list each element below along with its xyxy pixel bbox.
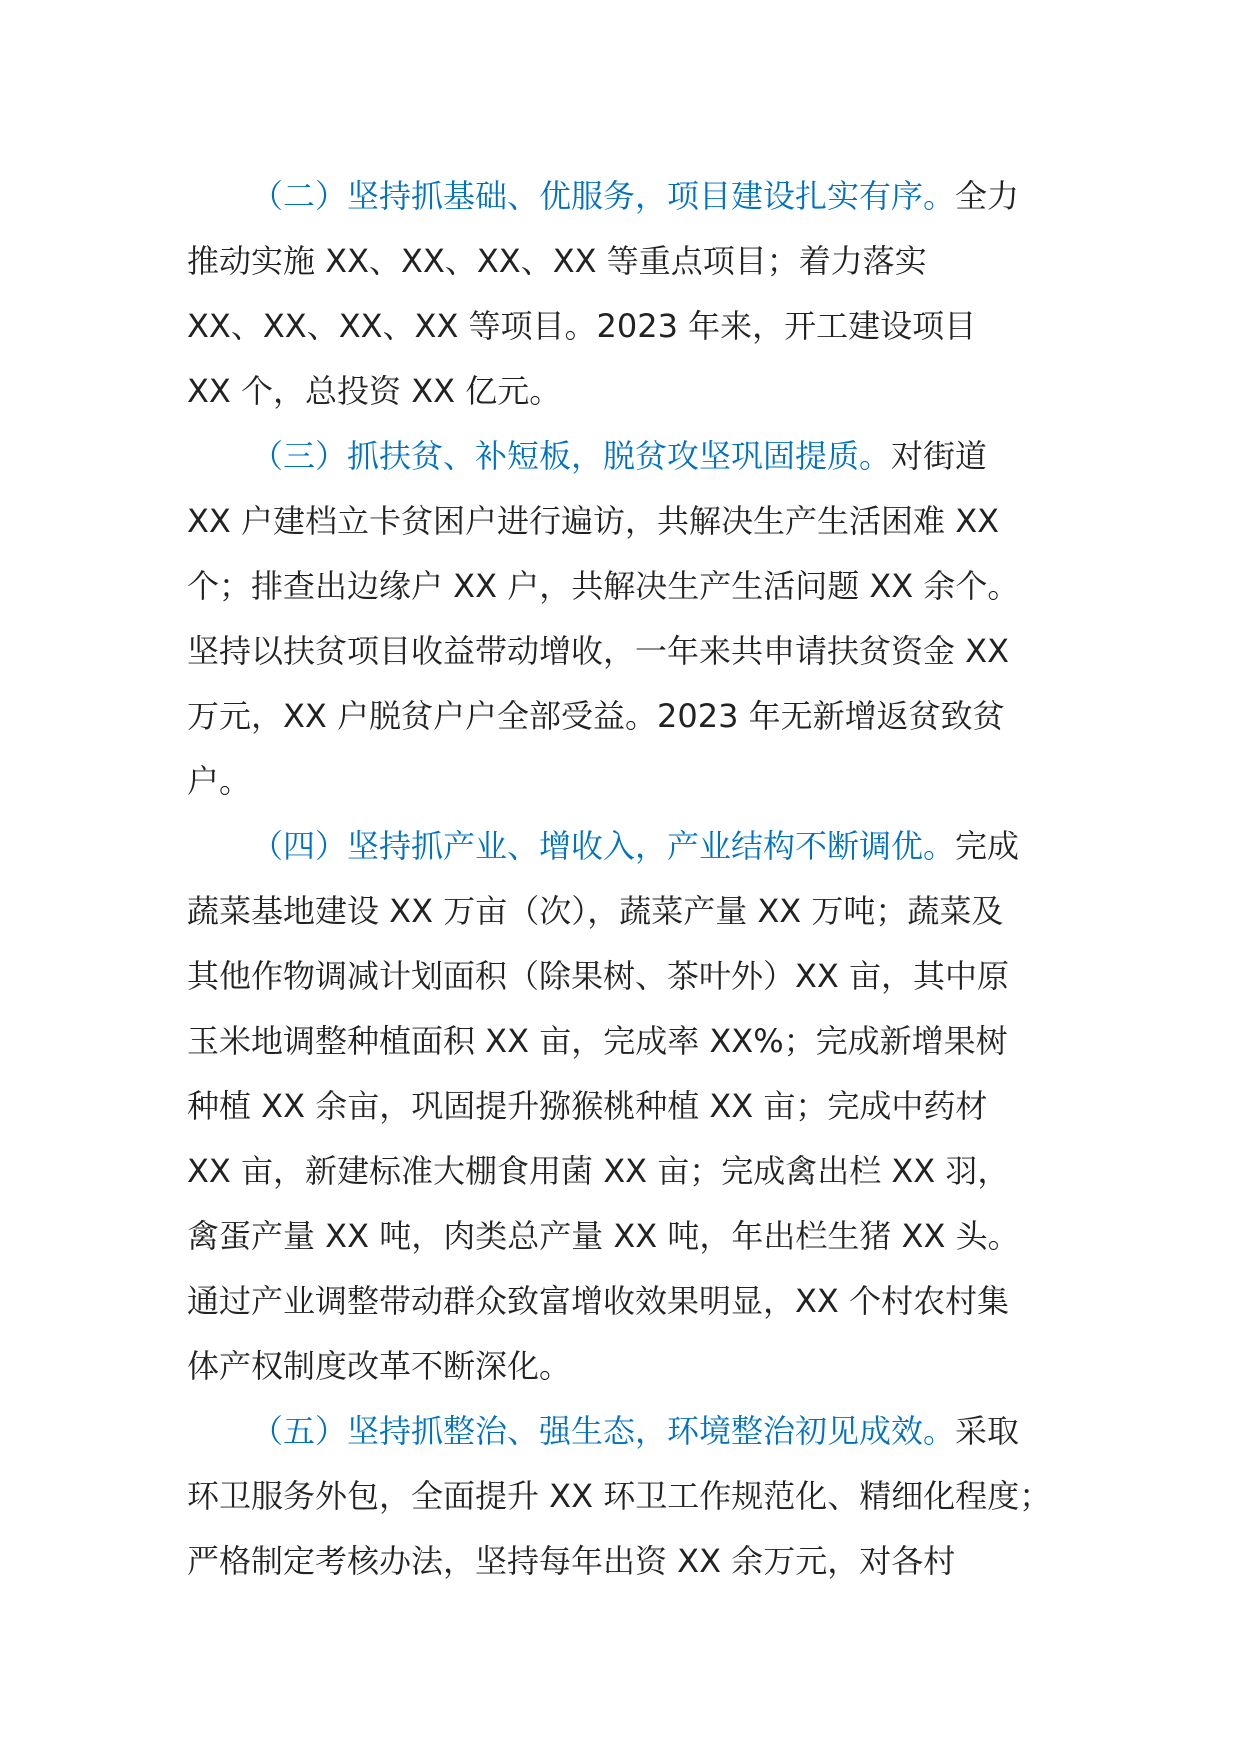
paragraph-line: 玉米地调整种植面积 XX 亩，完成率 XX%；完成新增果树 bbox=[187, 1022, 1008, 1060]
paragraph-line: 万元，XX 户脱贫户户全部受益。2023 年无新增返贫致贫 bbox=[187, 697, 1005, 735]
document-body bbox=[187, 164, 1067, 1594]
paragraph-text: 完成 bbox=[955, 827, 1020, 865]
paragraph-line: 其他作物调减计划面积（除果树、茶叶外）XX 亩，其中原 bbox=[187, 957, 1010, 995]
section-4 bbox=[187, 814, 1067, 1399]
paragraph-line: XX、XX、XX、XX 等项目。2023 年来，开工建设项目 bbox=[187, 307, 977, 345]
paragraph-text: 对街道 bbox=[891, 437, 988, 475]
section-heading: （五）坚持抓整治、强生态，环境整治初见成效。 bbox=[251, 1412, 956, 1450]
paragraph-first-line bbox=[187, 424, 1067, 489]
paragraph-line: 通过产业调整带动群众致富增收效果明显，XX 个村农村集 bbox=[187, 1282, 1010, 1320]
paragraph-line: 蔬菜基地建设 XX 万亩（次），蔬菜产量 XX 万吨；蔬菜及 bbox=[187, 892, 1004, 930]
section-3 bbox=[187, 424, 1067, 814]
paragraph-line: 体产权制度改革不断深化。 bbox=[187, 1347, 572, 1385]
paragraph-first-line bbox=[187, 164, 1067, 229]
section-5 bbox=[187, 1399, 1067, 1594]
paragraph-line: 个；排查出边缘户 XX 户，共解决生产生活问题 XX 余个。 bbox=[187, 567, 1020, 605]
paragraph-line: 户。 bbox=[187, 762, 252, 800]
section-2 bbox=[187, 164, 1067, 424]
paragraph-line: XX 个，总投资 XX 亿元。 bbox=[187, 372, 562, 410]
paragraph-line: 严格制定考核办法，坚持每年出资 XX 余万元，对各村 bbox=[187, 1542, 956, 1580]
paragraph-first-line bbox=[187, 814, 1067, 879]
paragraph-first-line bbox=[187, 1399, 1067, 1464]
section-heading: （二）坚持抓基础、优服务，项目建设扎实有序。 bbox=[251, 177, 956, 215]
paragraph-line: 推动实施 XX、XX、XX、XX 等重点项目；着力落实 bbox=[187, 242, 927, 280]
paragraph-line: 坚持以扶贫项目收益带动增收，一年来共申请扶贫资金 XX bbox=[187, 632, 1010, 670]
paragraph-text: 全力 bbox=[955, 177, 1020, 215]
paragraph-line: 禽蛋产量 XX 吨，肉类总产量 XX 吨，年出栏生猪 XX 头。 bbox=[187, 1217, 1020, 1255]
paragraph-line: 种植 XX 余亩，巩固提升猕猴桃种植 XX 亩；完成中药材 bbox=[187, 1087, 988, 1125]
section-heading: （三）抓扶贫、补短板，脱贫攻坚巩固提质。 bbox=[251, 437, 892, 475]
paragraph-line: XX 亩，新建标准大棚食用菌 XX 亩；完成禽出栏 XX 羽， bbox=[187, 1152, 1010, 1190]
paragraph-line: XX 户建档立卡贫困户进行遍访，共解决生产生活困难 XX bbox=[187, 502, 1000, 540]
paragraph-text: 采取 bbox=[955, 1412, 1020, 1450]
paragraph-line: 环卫服务外包，全面提升 XX 环卫工作规范化、精细化程度； bbox=[187, 1477, 1052, 1515]
section-heading: （四）坚持抓产业、增收入，产业结构不断调优。 bbox=[251, 827, 956, 865]
